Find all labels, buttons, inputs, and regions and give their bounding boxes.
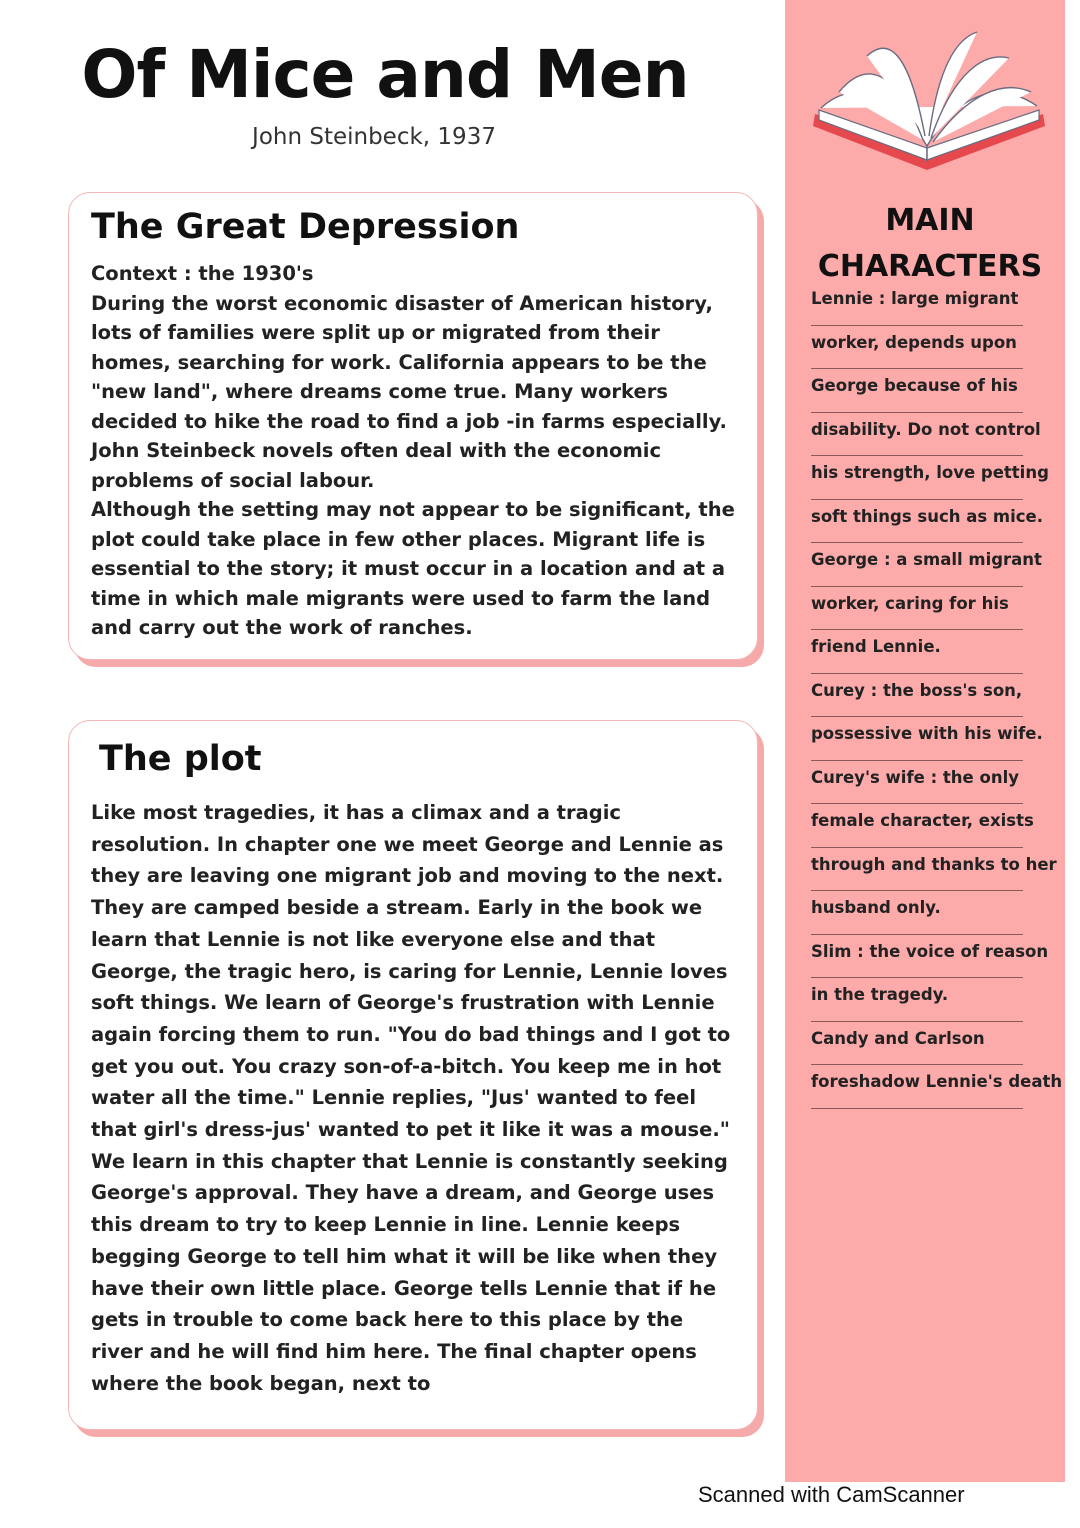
character-line: George : a small migrant: [811, 543, 1023, 587]
character-line: Curey's wife : the only: [811, 761, 1023, 805]
great-depression-text: [91, 259, 739, 643]
main-characters-heading: MAIN CHARACTERS: [817, 203, 1043, 284]
character-line: friend Lennie.: [811, 630, 1023, 674]
main-characters-sidebar: [785, 0, 1065, 1482]
character-line: possessive with his wife.: [811, 717, 1023, 761]
open-book-icon: [809, 22, 1049, 172]
character-line: Slim : the voice of reason: [811, 935, 1023, 979]
character-line: worker, caring for his: [811, 587, 1023, 631]
character-line: Lennie : large migrant: [811, 282, 1023, 326]
character-line: soft things such as mice.: [811, 500, 1023, 544]
character-line: husband only.: [811, 891, 1023, 935]
great-depression-card: [68, 192, 758, 660]
character-line: his strength, love petting: [811, 456, 1023, 500]
character-line: female character, exists: [811, 804, 1023, 848]
character-line: foreshadow Lennie's death: [811, 1065, 1023, 1109]
character-line: through and thanks to her: [811, 848, 1023, 892]
context-line: Context : the 1930's: [91, 262, 314, 285]
great-depression-heading: The Great Depression: [91, 207, 520, 247]
author-year: John Steinbeck, 1937: [252, 124, 496, 150]
depression-paragraph-2: John Steinbeck novels often deal with the economic problems of social labour.: [91, 439, 662, 492]
camscanner-watermark: Scanned with CamScanner: [698, 1482, 965, 1507]
depression-paragraph-1: During the worst economic disaster of American history, lots of families were split up or migrated from their homes, searching for work. California appears to be the "new land", where dreams come true. Many workers decided to hike the road to find a job -in farms especially.: [91, 291, 727, 433]
character-line: George because of his: [811, 369, 1023, 413]
character-line: worker, depends upon: [811, 326, 1023, 370]
character-line: disability. Do not control: [811, 413, 1023, 457]
character-list: [811, 282, 1061, 1109]
plot-text: Like most tragedies, it has a climax and a tragic resolution. In chapter one we meet George and Lennie as they are leaving one migrant job and moving to the next. They are camped beside a stream. Early in the book we learn that Lennie is not like everyone else and that George, the tragic hero, is caring for Lennie, Lennie loves soft things. We learn of George's frustration with Lennie again forcing them to run. "You do bad things and I got to get you out. You crazy son-of-a-bitch. You keep me in hot water all the time." Lennie replies, "Jus' wanted to feel that girl's dress-jus' wanted to pet it like it was a mouse." We learn in this chapter that Lennie is constantly seeking George's approval. They have a dream, and George uses this dream to try to keep Lennie in line. Lennie keeps begging George to tell him what it will be like when they have their own little place. George tells Lennie that if he gets in trouble to come back here to this place by the river and he will find him here. The final chapter opens where the book began, next to: [91, 801, 731, 1395]
document-title: Of Mice and Men: [81, 36, 689, 113]
character-line: in the tragedy.: [811, 978, 1023, 1022]
plot-card: [68, 720, 758, 1430]
character-line: Curey : the boss's son,: [811, 674, 1023, 718]
plot-heading: The plot: [99, 739, 262, 779]
character-line: Candy and Carlson: [811, 1022, 1023, 1066]
depression-paragraph-3: Although the setting may not appear to be significant, the plot could take place in few other places. Migrant life is essential to the story; it must occur in a location and at a time in which male migrants were used to farm the land and carry out the work of ranches.: [91, 498, 735, 639]
